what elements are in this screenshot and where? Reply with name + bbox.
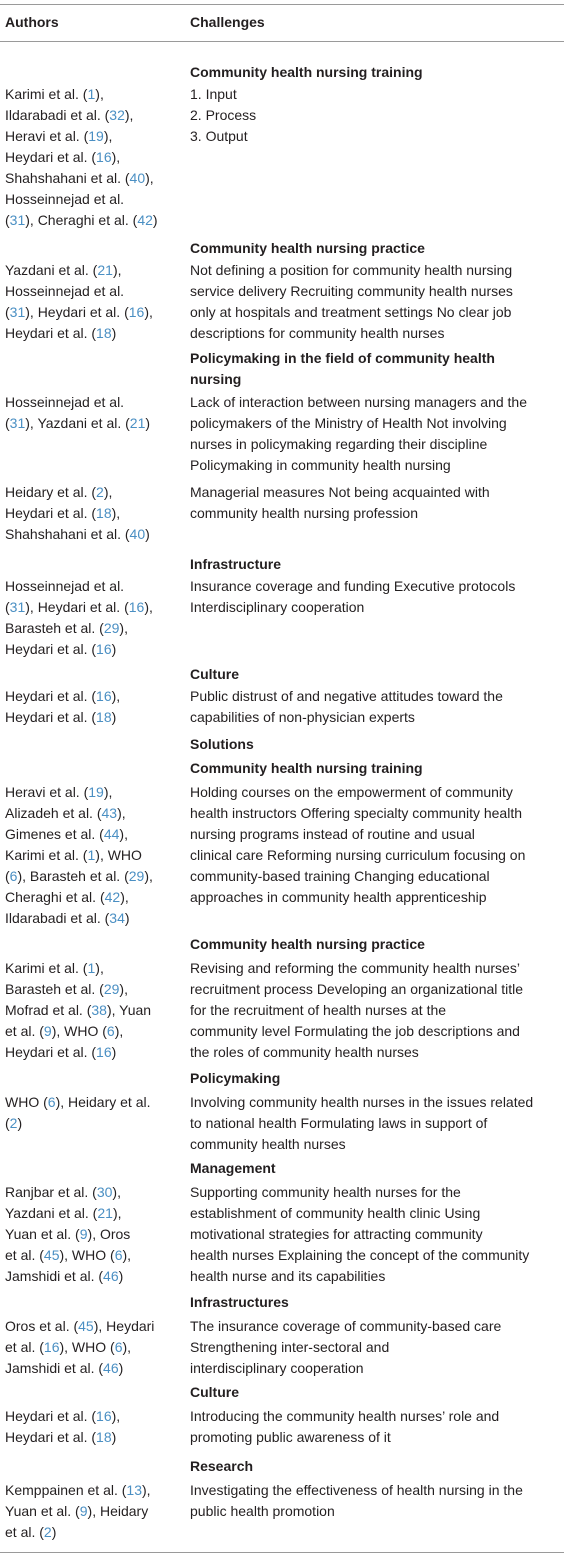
author-line: Yazdani et al. (21), bbox=[5, 1205, 122, 1221]
authors-cell bbox=[5, 686, 177, 728]
content-line: approaches in community health apprenticeship bbox=[190, 889, 487, 905]
author-line: Heydari et al. (16) bbox=[5, 641, 117, 657]
section-title: Community health nursing practice bbox=[190, 936, 425, 952]
author-line: Ranjbar et al. (30), bbox=[5, 1184, 121, 1200]
content-line: health instructors Offering specialty community health bbox=[190, 805, 523, 821]
content-line: motivational strategies for attracting community bbox=[190, 1226, 483, 1242]
author-line: (6), Barasteh et al. (29), bbox=[5, 868, 153, 884]
content-line: The insurance coverage of community-based care bbox=[190, 1318, 502, 1334]
authors-cell bbox=[5, 1406, 177, 1448]
citation-number: 21 bbox=[97, 262, 113, 278]
section-title: Policymaking bbox=[190, 1070, 281, 1086]
author-line: Heydari et al. (16), bbox=[5, 1408, 121, 1424]
authors-cell bbox=[5, 392, 177, 434]
author-line: Karimi et al. (1), bbox=[5, 86, 104, 102]
content-line: Lack of interaction between nursing managers and the bbox=[190, 394, 527, 410]
content-line: nursing programs instead of routine and usual bbox=[190, 826, 475, 842]
authors-cell bbox=[5, 1480, 177, 1543]
citation-number: 45 bbox=[43, 1247, 60, 1263]
citation-number: 19 bbox=[88, 128, 104, 144]
content-line: descriptions for community health nurses bbox=[190, 325, 445, 341]
author-line: (31), Yazdani et al. (21) bbox=[5, 415, 151, 431]
section-title: Infrastructure bbox=[190, 556, 282, 572]
content-cell bbox=[190, 782, 562, 908]
author-line: Gimenes et al. (44), bbox=[5, 826, 128, 842]
citation-number: 19 bbox=[88, 784, 104, 800]
content-line: health nurses Explaining the concept of the community bbox=[190, 1247, 530, 1263]
table-body bbox=[0, 42, 564, 1552]
author-line: Hosseinnejad et al. bbox=[5, 578, 125, 594]
author-line: Shahshahani et al. (40), bbox=[5, 170, 154, 186]
section-title: Culture bbox=[190, 666, 239, 682]
author-line: Jamshidi et al. (46) bbox=[5, 1360, 124, 1376]
citation-number: 29 bbox=[103, 981, 120, 997]
citation-number: 13 bbox=[126, 1482, 142, 1498]
author-line: WHO (6), Heidary et al. bbox=[5, 1094, 151, 1110]
content-line: health nurse and its capabilities bbox=[190, 1268, 386, 1284]
citation-number: 30 bbox=[96, 1184, 113, 1200]
section-title-line: Policymaking in the field of community health bbox=[190, 350, 495, 366]
citation-number: 40 bbox=[129, 170, 146, 186]
author-line: et al. (45), WHO (6), bbox=[5, 1247, 132, 1263]
citation-number: 31 bbox=[9, 304, 26, 320]
section-title: Culture bbox=[190, 1384, 239, 1400]
authors-cell bbox=[5, 1182, 177, 1287]
citation-number: 6 bbox=[47, 1094, 56, 1110]
content-cell bbox=[190, 260, 562, 344]
citation-number: 29 bbox=[103, 620, 120, 636]
content-cell bbox=[190, 686, 562, 728]
content-line: Holding courses on the empowerment of community bbox=[190, 784, 513, 800]
citation-number: 6 bbox=[9, 868, 18, 884]
citation-number: 32 bbox=[109, 107, 125, 123]
author-line: Cheraghi et al. (42), bbox=[5, 889, 129, 905]
content-cell bbox=[190, 1092, 562, 1155]
citation-number: 29 bbox=[128, 868, 145, 884]
citation-number: 31 bbox=[9, 599, 26, 615]
content-cell bbox=[190, 1480, 562, 1522]
author-line: Heydari et al. (18) bbox=[5, 325, 117, 341]
content-line: clinical care Reforming nursing curriculum focusing on bbox=[190, 847, 526, 863]
author-line: Yazdani et al. (21), bbox=[5, 262, 122, 278]
citation-number: 1 bbox=[87, 847, 96, 863]
content-line: Public distrust of and negative attitudes toward the bbox=[190, 688, 503, 704]
authors-cell bbox=[5, 576, 177, 660]
content-line: public health promotion bbox=[190, 1503, 335, 1519]
table bbox=[0, 4, 564, 1552]
content-line: establishment of community health clinic Using bbox=[190, 1205, 481, 1221]
content-cell bbox=[190, 958, 562, 1063]
authors-header: Authors bbox=[5, 14, 59, 30]
citation-number: 1 bbox=[87, 86, 96, 102]
challenges-header: Challenges bbox=[190, 14, 265, 30]
content-cell bbox=[190, 1316, 562, 1379]
citation-number: 43 bbox=[101, 805, 118, 821]
citation-number: 9 bbox=[79, 1503, 88, 1519]
author-line: Heravi et al. (19), bbox=[5, 128, 113, 144]
section-title: Infrastructures bbox=[190, 1294, 289, 1310]
citation-number: 6 bbox=[114, 1339, 123, 1355]
citation-number: 16 bbox=[96, 149, 112, 165]
author-line: Heidary et al. (2), bbox=[5, 484, 113, 500]
content-line: community level Formulating the job descriptions and bbox=[190, 1023, 520, 1039]
author-line: (31), Heydari et al. (16), bbox=[5, 599, 153, 615]
author-line: Mofrad et al. (38), Yuan bbox=[5, 1002, 152, 1018]
citation-number: 6 bbox=[106, 1023, 115, 1039]
citation-number: 18 bbox=[96, 325, 112, 341]
authors-cell bbox=[5, 1092, 177, 1134]
content-line: Strengthening inter-sectoral and bbox=[190, 1339, 390, 1355]
author-line: (31), Heydari et al. (16), bbox=[5, 304, 153, 320]
author-line: Karimi et al. (1), WHO bbox=[5, 847, 142, 863]
content-line: community health nurses bbox=[190, 1136, 346, 1152]
content-line: the roles of community health nurses bbox=[190, 1044, 419, 1060]
author-line: Ildarabadi et al. (32), bbox=[5, 107, 134, 123]
content-line: Policymaking in community health nursing bbox=[190, 457, 451, 473]
content-line: for the recruitment of health nurses at the bbox=[190, 1002, 447, 1018]
author-line: (2) bbox=[5, 1115, 23, 1131]
citation-number: 40 bbox=[129, 526, 146, 542]
author-line: Oros et al. (45), Heydari bbox=[5, 1318, 155, 1334]
author-line: Ildarabadi et al. (34) bbox=[5, 910, 130, 926]
citation-number: 31 bbox=[9, 415, 26, 431]
author-line: Heydari et al. (18), bbox=[5, 505, 121, 521]
author-line: Heravi et al. (19), bbox=[5, 784, 113, 800]
content-cell bbox=[190, 1182, 562, 1287]
content-line: policymakers of the Ministry of Health Not involving bbox=[190, 415, 507, 431]
citation-number: 18 bbox=[96, 709, 112, 725]
section-title: Research bbox=[190, 1458, 254, 1474]
content-cell bbox=[190, 392, 562, 476]
citation-number: 16 bbox=[96, 1044, 112, 1060]
content-line: nurses in policymaking regarding their discipline bbox=[190, 436, 488, 452]
citation-number: 21 bbox=[129, 415, 146, 431]
citation-number: 2 bbox=[9, 1115, 18, 1131]
list-item: 1. Input bbox=[190, 86, 237, 102]
section-title-line: nursing bbox=[190, 371, 242, 387]
citation-number: 46 bbox=[103, 1360, 119, 1376]
section-title bbox=[190, 348, 562, 390]
content-line: community-based training Changing educational bbox=[190, 868, 490, 884]
section-title: Community health nursing practice bbox=[190, 240, 425, 256]
citation-number: 38 bbox=[91, 1002, 107, 1018]
content-line: Managerial measures Not being acquainted with bbox=[190, 484, 490, 500]
content-line: Introducing the community health nurses’ role and bbox=[190, 1408, 500, 1424]
content-line: promoting public awareness of it bbox=[190, 1429, 391, 1445]
citation-number: 9 bbox=[43, 1023, 52, 1039]
citation-number: 34 bbox=[109, 910, 125, 926]
content-line: only at hospitals and treatment settings No clear job bbox=[190, 304, 512, 320]
section-title: Community health nursing training bbox=[190, 760, 423, 776]
citation-number: 21 bbox=[97, 1205, 113, 1221]
author-line: Hosseinnejad et al. bbox=[5, 191, 125, 207]
content-line: capabilities of non-physician experts bbox=[190, 709, 415, 725]
author-line: et al. (9), WHO (6), bbox=[5, 1023, 124, 1039]
citation-number: 16 bbox=[96, 688, 112, 704]
content-cell bbox=[190, 1406, 562, 1448]
table-bottom-rule bbox=[0, 1552, 564, 1553]
authors-cell bbox=[5, 482, 177, 545]
content-line: Revising and reforming the community health nurses’ bbox=[190, 960, 520, 976]
citation-number: 45 bbox=[78, 1318, 94, 1334]
author-line: et al. (16), WHO (6), bbox=[5, 1339, 132, 1355]
citation-number: 31 bbox=[9, 212, 26, 228]
content-line: recruitment process Developing an organizational title bbox=[190, 981, 524, 997]
citation-number: 1 bbox=[87, 960, 96, 976]
author-line: Kemppainen et al. (13), bbox=[5, 1482, 151, 1498]
author-line: Shahshahani et al. (40) bbox=[5, 526, 150, 542]
training-list bbox=[190, 84, 562, 147]
author-line: Hosseinnejad et al. bbox=[5, 283, 125, 299]
list-item: 3. Output bbox=[190, 128, 248, 144]
author-line: Heydari et al. (18) bbox=[5, 709, 117, 725]
author-line: Barasteh et al. (29), bbox=[5, 620, 128, 636]
content-line: interdisciplinary cooperation bbox=[190, 1360, 364, 1376]
content-line: Interdisciplinary cooperation bbox=[190, 599, 365, 615]
author-line: Yuan et al. (9), Heidary bbox=[5, 1503, 149, 1519]
content-line: Supporting community health nurses for the bbox=[190, 1184, 461, 1200]
author-line: Heydari et al. (16), bbox=[5, 149, 121, 165]
author-line: Alizadeh et al. (43), bbox=[5, 805, 126, 821]
author-line: Jamshidi et al. (46) bbox=[5, 1268, 124, 1284]
list-item: 2. Process bbox=[190, 107, 257, 123]
citation-number: 6 bbox=[114, 1247, 123, 1263]
authors-cell bbox=[5, 260, 177, 344]
content-line: Investigating the effectiveness of health nursing in the bbox=[190, 1482, 523, 1498]
citation-number: 16 bbox=[128, 599, 145, 615]
citation-number: 16 bbox=[96, 1408, 112, 1424]
author-line: (31), Cheraghi et al. (42) bbox=[5, 212, 158, 228]
author-line: Heydari et al. (18) bbox=[5, 1429, 117, 1445]
content-line: Insurance coverage and funding Executive protocols bbox=[190, 578, 516, 594]
citation-number: 16 bbox=[128, 304, 145, 320]
citation-number: 9 bbox=[79, 1226, 88, 1242]
section-title: Management bbox=[190, 1160, 276, 1176]
citation-number: 18 bbox=[96, 505, 112, 521]
citation-number: 16 bbox=[96, 641, 112, 657]
authors-cell bbox=[5, 84, 177, 231]
author-line: Karimi et al. (1), bbox=[5, 960, 104, 976]
author-line: Heydari et al. (16) bbox=[5, 1044, 117, 1060]
content-line: community health nursing profession bbox=[190, 505, 419, 521]
citation-number: 16 bbox=[43, 1339, 60, 1355]
citation-number: 18 bbox=[96, 1429, 112, 1445]
table-header-row bbox=[0, 5, 564, 41]
citation-number: 2 bbox=[96, 484, 104, 500]
authors-cell bbox=[5, 1316, 177, 1379]
citation-number: 42 bbox=[137, 212, 153, 228]
content-cell bbox=[190, 482, 562, 524]
citation-number: 42 bbox=[104, 889, 121, 905]
authors-cell bbox=[5, 958, 177, 1063]
content-line: to national health Formulating laws in support of bbox=[190, 1115, 488, 1131]
citation-number: 2 bbox=[43, 1524, 52, 1540]
section-title: Community health nursing training bbox=[190, 64, 423, 80]
citation-number: 46 bbox=[103, 1268, 119, 1284]
author-line: Hosseinnejad et al. bbox=[5, 394, 125, 410]
author-line: Yuan et al. (9), Oros bbox=[5, 1226, 131, 1242]
section-title-solutions: Solutions bbox=[190, 736, 254, 752]
content-line: Not defining a position for community health nursing bbox=[190, 262, 513, 278]
author-line: et al. (2) bbox=[5, 1524, 57, 1540]
author-line: Barasteh et al. (29), bbox=[5, 981, 128, 997]
content-cell bbox=[190, 576, 562, 618]
authors-cell bbox=[5, 782, 177, 929]
content-line: Involving community health nurses in the issues related bbox=[190, 1094, 534, 1110]
content-line: service delivery Recruiting community health nurses bbox=[190, 283, 513, 299]
citation-number: 44 bbox=[103, 826, 120, 842]
author-line: Heydari et al. (16), bbox=[5, 688, 121, 704]
